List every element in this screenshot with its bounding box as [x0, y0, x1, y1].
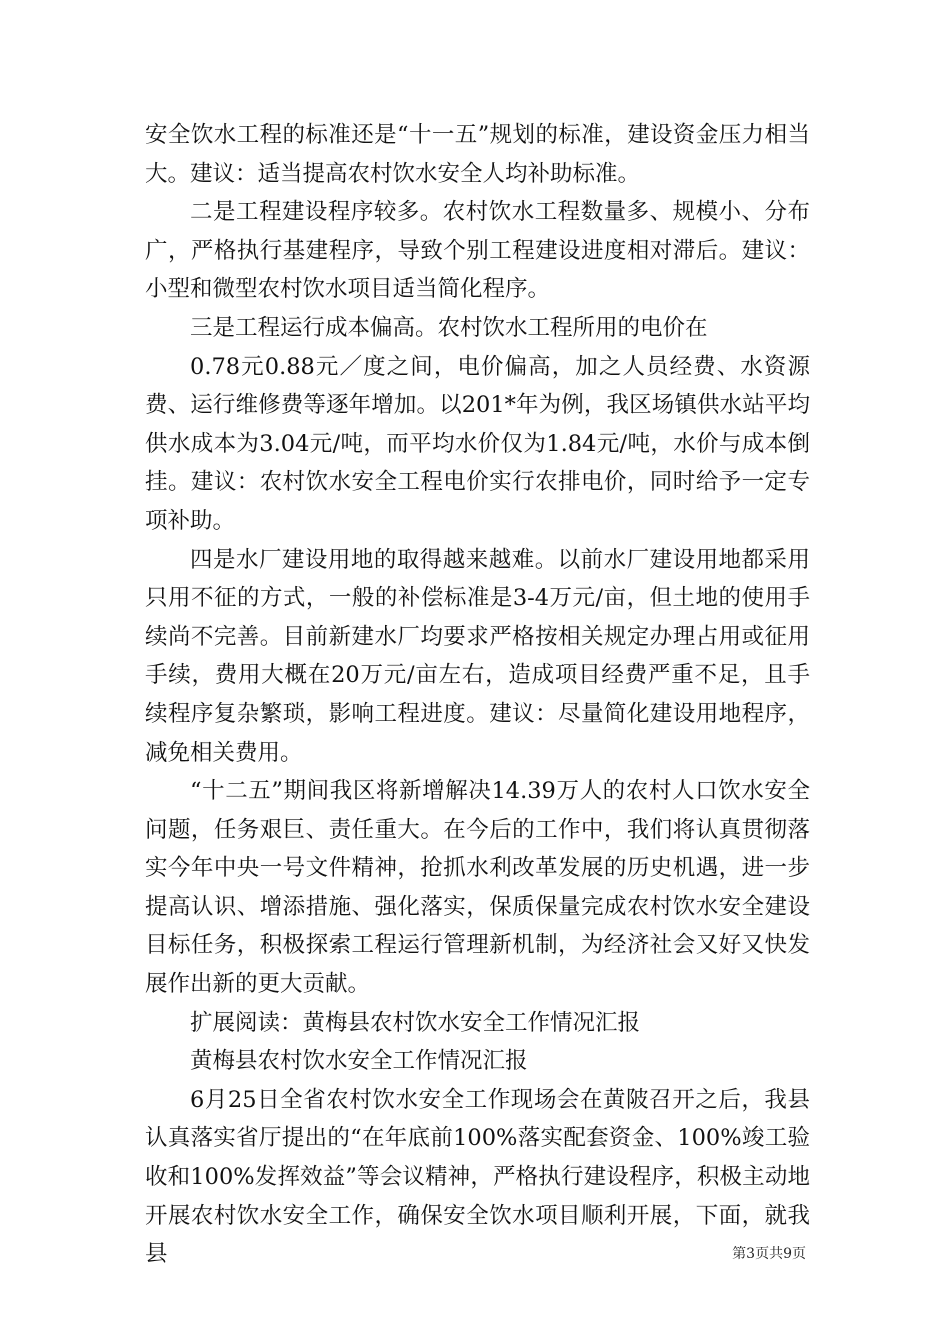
paragraph-point-three: 三是工程运行成本偏高。农村饮水工程所用的电价在: [190, 314, 708, 341]
paragraph-continuation: 安全饮水工程的标准还是“十一五”规划的标准，建设资金压力相当大。建议：适当提高农村饮水安全人均补助标准。: [145, 122, 810, 187]
page-number-footer: 第3页共9页: [732, 1246, 806, 1262]
document-body: [145, 116, 810, 1274]
report-title-line: 黄梅县农村饮水安全工作情况汇报: [190, 1048, 528, 1075]
paragraph-point-four: 四是水厂建设用地的取得越来越难。以前水厂建设用地都采用只用不征的方式，一般的补偿标准是3-4万元/亩，但土地的使用手续尚不完善。目前新建水厂均要求严格按相关规定办理占用或征用手续，费用大概在20万元/亩左右，造成项目经费严重不足，且手续程序复杂繁琐，影响工程进度。建议：尽量简化建设用地程序，减免相关费用。: [145, 546, 810, 766]
extended-reading-line: 扩展阅读：黄梅县农村饮水安全工作情况汇报: [190, 1009, 641, 1036]
paragraph-electricity-price: 0.78元0.88元／度之间，电价偏高，加之人员经费、水资源费、运行维修费等逐年增加。以201*年为例，我区场镇供水站平均供水成本为3.04元/吨，而平均水价仅为1.84元/吨，水价与成本倒挂。建议：农村饮水安全工程电价实行农排电价，同时给予一定专项补助。: [145, 353, 810, 534]
paragraph-point-two: 二是工程建设程序较多。农村饮水工程数量多、规模小、分布广，严格执行基建程序，导致个别工程建设进度相对滞后。建议：小型和微型农村饮水项目适当简化程序。: [145, 199, 810, 303]
paragraph-twelfth-five-year: “十二五”期间我区将新增解决14.39万人的农村人口饮水安全问题，任务艰巨、责任重大。在今后的工作中，我们将认真贯彻落实今年中央一号文件精神，抢抓水利改革发展的历史机遇，进一步提高认识、增添措施、强化落实，保质保量完成农村饮水安全建设目标任务，积极探索工程运行管理新机制，为经济社会又好又快发展作出新的更大贡献。: [145, 778, 810, 998]
paragraph-june-meeting: 6月25日全省农村饮水安全工作现场会在黄陂召开之后，我县认真落实省厅提出的“在年底前100%落实配套资金、100%竣工验收和100%发挥效益”等会议精神，严格执行建设程序，积极主动地开展农村饮水安全工作，确保安全饮水项目顺利开展，下面，就我县: [145, 1086, 810, 1268]
